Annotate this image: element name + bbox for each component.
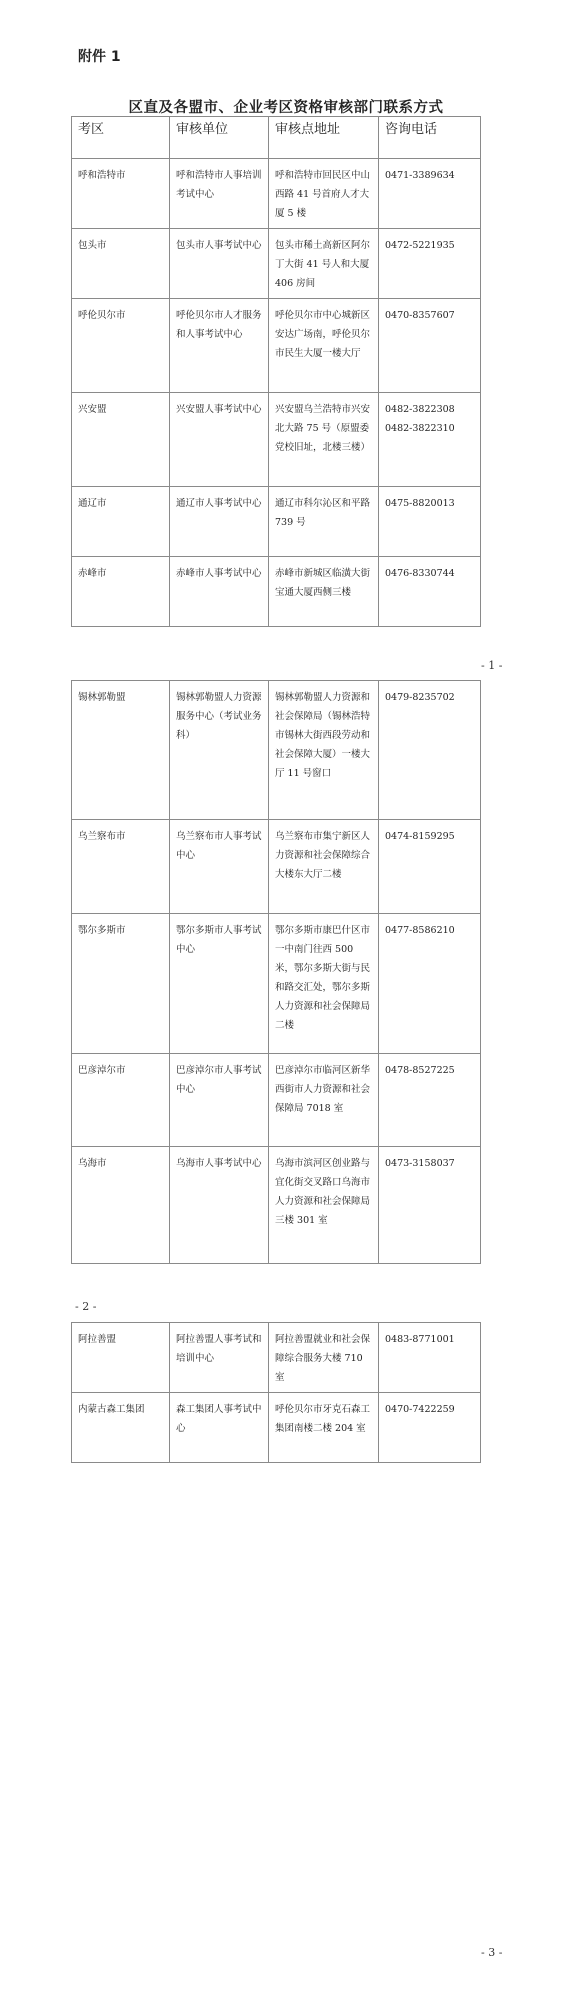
page-number-2: - 2 - — [75, 1300, 97, 1313]
cell-address: 锡林郭勒盟人力资源和社会保障局（锡林浩特市锡林大街西段劳动和社会保障大厦）一楼大厅 11 号窗口 — [269, 681, 379, 820]
cell-unit: 鄂尔多斯市人事考试中心 — [170, 914, 269, 1054]
page-number-3: - 3 - — [481, 1946, 503, 1959]
cell-unit: 呼伦贝尔市人才服务和人事考试中心 — [170, 299, 269, 393]
document-title: 区直及各盟市、企业考区资格审核部门联系方式 — [128, 100, 444, 116]
cell-unit: 森工集团人事考试中心 — [170, 1393, 269, 1463]
cell-phone: 0478-8527225 — [379, 1054, 481, 1147]
cell-address: 鄂尔多斯市康巴什区市一中南门往西 500 米，鄂尔多斯大街与民和路交汇处，鄂尔多斯人力资源和社会保障局二楼 — [269, 914, 379, 1054]
cell-address: 呼伦贝尔市中心城新区安达广场南，呼伦贝尔市民生大厦一楼大厅 — [269, 299, 379, 393]
cell-address: 呼和浩特市回民区中山西路 41 号首府人才大厦 5 楼 — [269, 159, 379, 229]
cell-unit: 乌海市人事考试中心 — [170, 1147, 269, 1264]
cell-address: 乌兰察布市集宁新区人力资源和社会保障综合大楼东大厅二楼 — [269, 820, 379, 914]
table-row — [72, 1323, 481, 1393]
cell-area: 巴彦淖尔市 — [72, 1054, 170, 1147]
contact-table-page3 — [71, 1322, 481, 1463]
cell-phone: 0470-8357607 — [379, 299, 481, 393]
cell-phone: 0473-3158037 — [379, 1147, 481, 1264]
cell-unit: 赤峰市人事考试中心 — [170, 557, 269, 627]
cell-area: 锡林郭勒盟 — [72, 681, 170, 820]
cell-address: 阿拉善盟就业和社会保障综合服务大楼 710 室 — [269, 1323, 379, 1393]
cell-address: 巴彦淖尔市临河区新华西街市人力资源和社会保障局 7018 室 — [269, 1054, 379, 1147]
cell-phone: 0472-5221935 — [379, 229, 481, 299]
table-row — [72, 1393, 481, 1463]
cell-area: 呼和浩特市 — [72, 159, 170, 229]
cell-address: 包头市稀土高新区阿尔丁大街 41 号人和大厦 406 房间 — [269, 229, 379, 299]
cell-phone: 0482-3822308 0482-3822310 — [379, 393, 481, 487]
cell-phone: 0476-8330744 — [379, 557, 481, 627]
cell-unit: 通辽市人事考试中心 — [170, 487, 269, 557]
cell-address: 通辽市科尔沁区和平路 739 号 — [269, 487, 379, 557]
cell-unit: 包头市人事考试中心 — [170, 229, 269, 299]
cell-unit: 兴安盟人事考试中心 — [170, 393, 269, 487]
table-row — [72, 557, 481, 627]
cell-phone: 0483-8771001 — [379, 1323, 481, 1393]
cell-phone: 0477-8586210 — [379, 914, 481, 1054]
page-number-1: - 1 - — [481, 659, 503, 672]
header-phone: 咨询电话 — [379, 117, 481, 159]
table-row — [72, 393, 481, 487]
table-row — [72, 487, 481, 557]
cell-phone: 0470-7422259 — [379, 1393, 481, 1463]
cell-address: 乌海市滨河区创业路与宜化街交叉路口乌海市人力资源和社会保障局三楼 301 室 — [269, 1147, 379, 1264]
cell-area: 内蒙古森工集团 — [72, 1393, 170, 1463]
cell-area: 赤峰市 — [72, 557, 170, 627]
table-row — [72, 159, 481, 229]
table-row — [72, 820, 481, 914]
attachment-label: 附件 1 — [78, 49, 121, 65]
cell-phone: 0475-8820013 — [379, 487, 481, 557]
cell-area: 呼伦贝尔市 — [72, 299, 170, 393]
cell-phone: 0474-8159295 — [379, 820, 481, 914]
cell-unit: 阿拉善盟人事考试和培训中心 — [170, 1323, 269, 1393]
cell-address: 赤峰市新城区临潢大街宝通大厦西侧三楼 — [269, 557, 379, 627]
cell-area: 包头市 — [72, 229, 170, 299]
cell-unit: 呼和浩特市人事培训考试中心 — [170, 159, 269, 229]
table-row — [72, 229, 481, 299]
cell-area: 乌海市 — [72, 1147, 170, 1264]
cell-unit: 乌兰察布市人事考试中心 — [170, 820, 269, 914]
cell-address: 呼伦贝尔市牙克石森工集团南楼二楼 204 室 — [269, 1393, 379, 1463]
table-row — [72, 914, 481, 1054]
contact-table-page1 — [71, 116, 481, 627]
cell-area: 兴安盟 — [72, 393, 170, 487]
table-row — [72, 1054, 481, 1147]
table-row — [72, 1147, 481, 1264]
cell-area: 通辽市 — [72, 487, 170, 557]
cell-phone: 0479-8235702 — [379, 681, 481, 820]
cell-unit: 巴彦淖尔市人事考试中心 — [170, 1054, 269, 1147]
cell-area: 阿拉善盟 — [72, 1323, 170, 1393]
cell-area: 鄂尔多斯市 — [72, 914, 170, 1054]
table-header-row — [72, 117, 481, 159]
header-area: 考区 — [72, 117, 170, 159]
contact-table-page2 — [71, 680, 481, 1264]
table-row — [72, 299, 481, 393]
header-unit: 审核单位 — [170, 117, 269, 159]
table-row — [72, 681, 481, 820]
cell-address: 兴安盟乌兰浩特市兴安北大路 75 号（原盟委党校旧址，北楼三楼） — [269, 393, 379, 487]
cell-unit: 锡林郭勒盟人力资源服务中心（考试业务科） — [170, 681, 269, 820]
cell-phone: 0471-3389634 — [379, 159, 481, 229]
header-address: 审核点地址 — [269, 117, 379, 159]
cell-area: 乌兰察布市 — [72, 820, 170, 914]
